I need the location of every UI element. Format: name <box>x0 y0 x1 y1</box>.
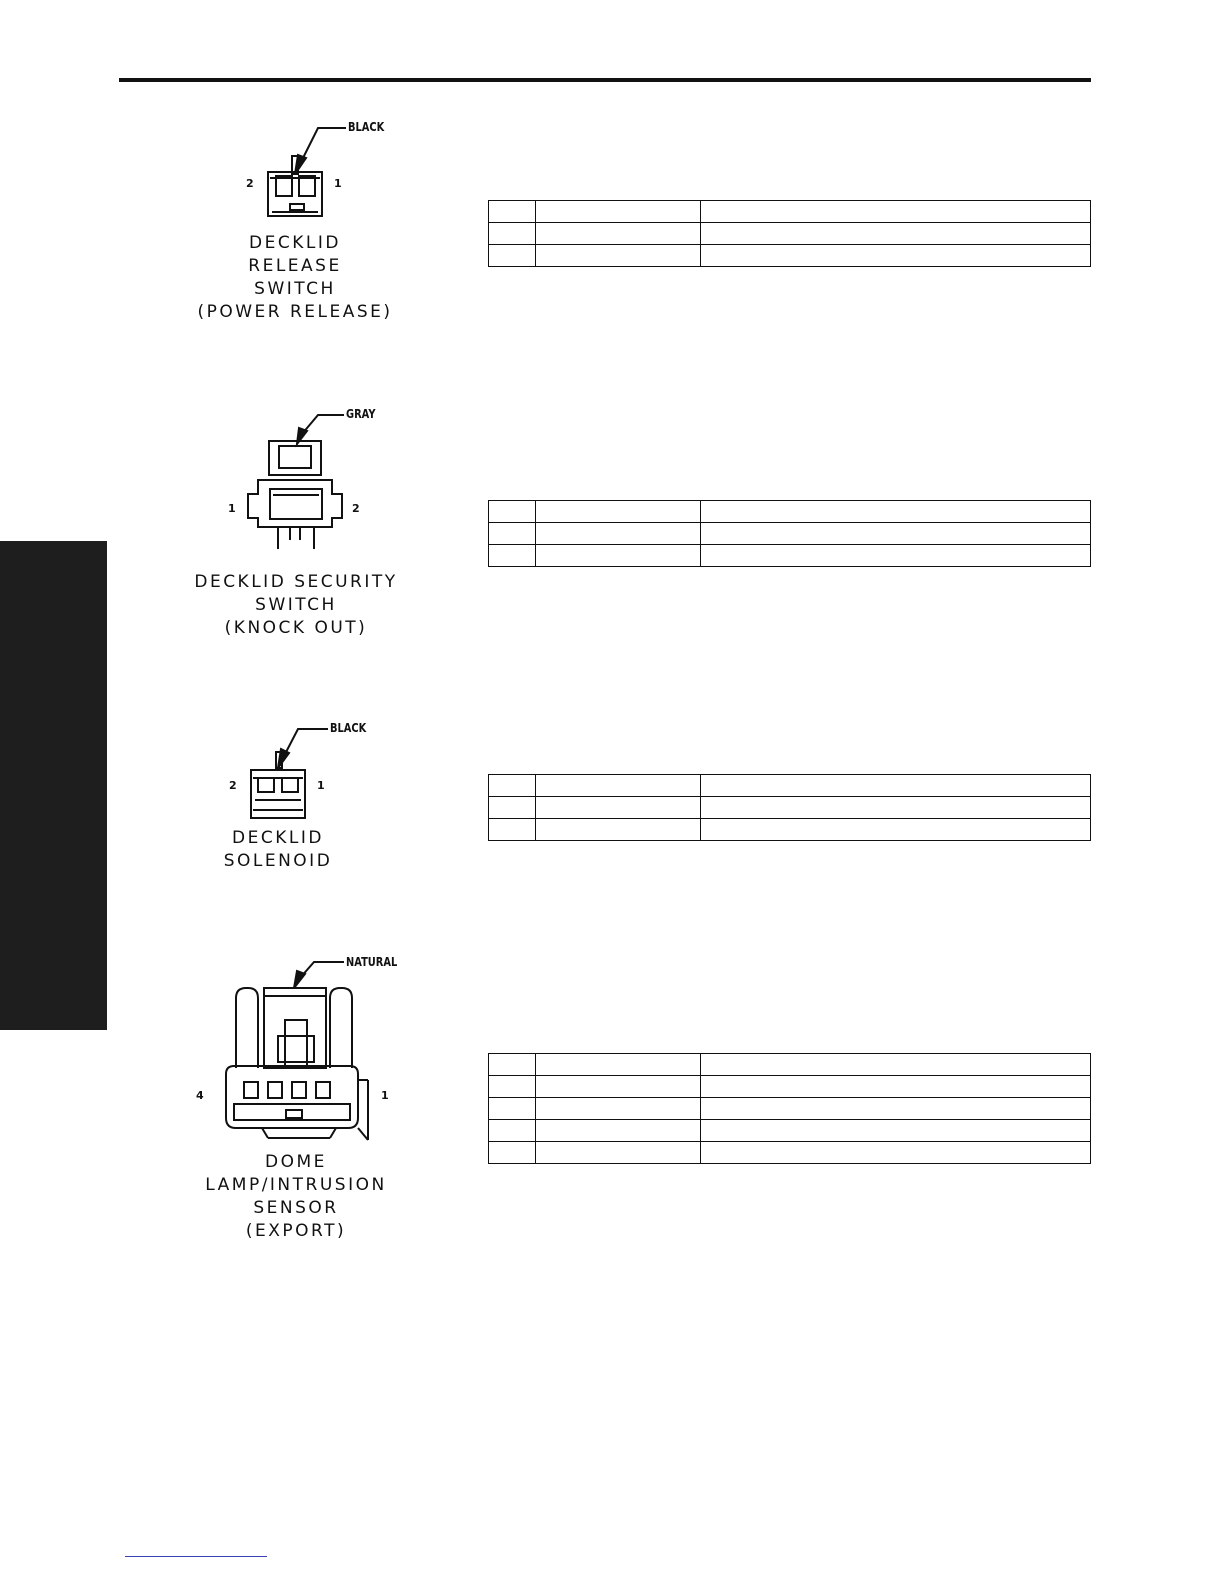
wire-color-label: GRAY <box>346 407 376 421</box>
table-row <box>489 1054 1091 1076</box>
pin-label-left: 2 <box>229 779 237 792</box>
pin-label-right: 1 <box>334 177 342 190</box>
caption-line: (POWER RELEASE) <box>197 302 393 322</box>
footer-link-underline[interactable] <box>125 1556 267 1557</box>
caption-line: (KNOCK OUT) <box>224 618 368 638</box>
table-row <box>489 1076 1091 1098</box>
table-row <box>489 1098 1091 1120</box>
connector-caption <box>198 1151 394 1243</box>
caption-line: SOLENOID <box>223 851 333 871</box>
table-row <box>489 1142 1091 1164</box>
pin-label-left: 2 <box>246 177 254 190</box>
pin-label-right: 1 <box>381 1089 389 1102</box>
table-row <box>489 1120 1091 1142</box>
wire-color-label: BLACK <box>348 120 385 134</box>
caption-line: SENSOR <box>253 1198 339 1218</box>
pin-table-dome-lamp-intrusion-sensor <box>488 1053 1091 1164</box>
caption-line: SWITCH <box>255 595 337 615</box>
caption-line: SWITCH <box>254 279 336 299</box>
caption-line: RELEASE <box>248 256 342 276</box>
caption-line: DECKLID SECURITY <box>194 572 398 592</box>
caption-line: DOME <box>265 1152 327 1172</box>
pin-label-left: 1 <box>228 502 236 515</box>
pin-label-right: 2 <box>352 502 360 515</box>
pin-label-left: 4 <box>196 1089 204 1102</box>
caption-line: DECKLID <box>232 828 324 848</box>
pin-label-right: 1 <box>317 779 325 792</box>
wire-color-label: BLACK <box>330 721 367 735</box>
caption-line: (EXPORT) <box>245 1221 347 1241</box>
caption-line: LAMP/INTRUSION <box>205 1175 387 1195</box>
caption-line: DECKLID <box>249 233 341 253</box>
wire-color-label: NATURAL <box>346 955 398 969</box>
